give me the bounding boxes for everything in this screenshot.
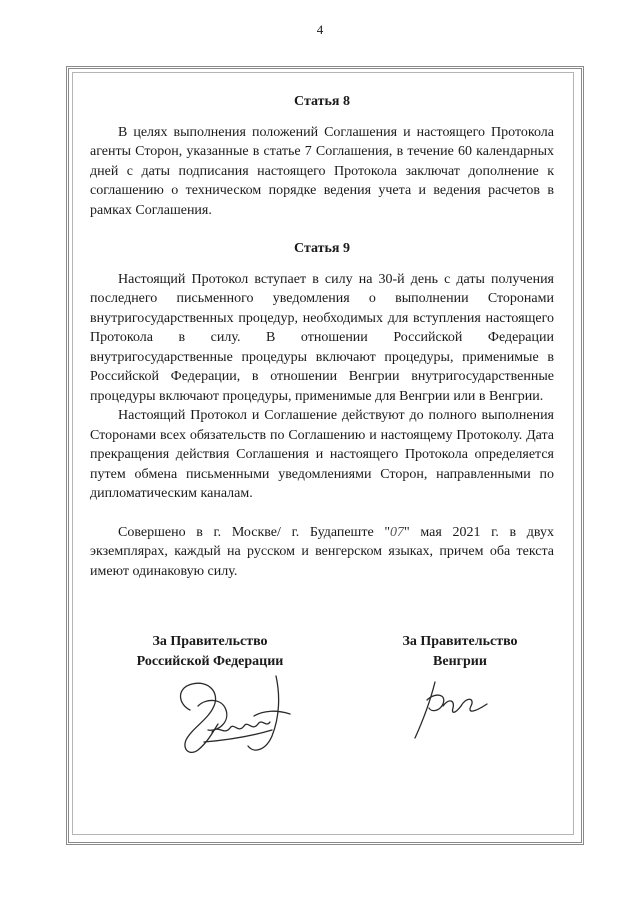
document-body: [90, 92, 554, 581]
article-8-paragraph-1: В целях выполнения положений Соглашения и настоящего Протокола агенты Сторон, указанные в статье 7 Соглашения, в течение 60 календарных дней с даты подписания настоящего Протокола заключат дополнение к соглашению о техническом порядке ведения учета и ведения расчетов в рамках Соглашения.: [90, 124, 554, 218]
handwritten-signature-hungary: [405, 672, 495, 744]
closing-after-date: " мая 2021 г. в двух экземплярах, каждый на русском и венгерском языках, причем оба текста имеют одинаковую силу.: [90, 524, 554, 579]
signatory-hungary: [365, 632, 555, 672]
signatory-russia-line2: Российской Федерации: [136, 654, 284, 669]
closing-before-date: Совершено в г. Москве/ г. Будапеште ": [118, 524, 391, 540]
signatory-russia-line1: За Правительство: [152, 634, 268, 649]
article-9-title: Статья 9: [294, 241, 350, 256]
article-9-paragraph-1: Настоящий Протокол вступает в силу на 30-й день с даты получения последнего письменного уведомления о выполнении Сторонами внутригосударственных процедур, необходимых для вступления настоящего Протокола в силу. В отношении Российской Федерации внутригосударственные процедуры включают процедуры, применимые в Российской Федерации, в отношении Венгрии внутригосударственные процедуры включают процедуры, применимые для Венгрии или в Венгрии.: [90, 271, 554, 404]
page-number: 4: [316, 22, 324, 37]
signatory-hungary-line2: Венгрии: [433, 654, 487, 669]
signatory-russia: [90, 632, 330, 672]
handwritten-day: 07: [390, 524, 405, 540]
signatory-hungary-line1: За Правительство: [402, 634, 518, 649]
closing-paragraph: [90, 523, 554, 582]
article-8-title: Статья 8: [294, 94, 350, 109]
handwritten-signature-russia: [168, 670, 298, 760]
article-9-paragraph-2: Настоящий Протокол и Соглашение действуют до полного выполнения Сторонами всех обязательств по Соглашению и настоящему Протоколу. Дата прекращения действия Соглашения и настоящего Протокола определяется путем обмена письменными уведомлениями Сторон, направленными по дипломатическим каналам.: [90, 408, 554, 501]
